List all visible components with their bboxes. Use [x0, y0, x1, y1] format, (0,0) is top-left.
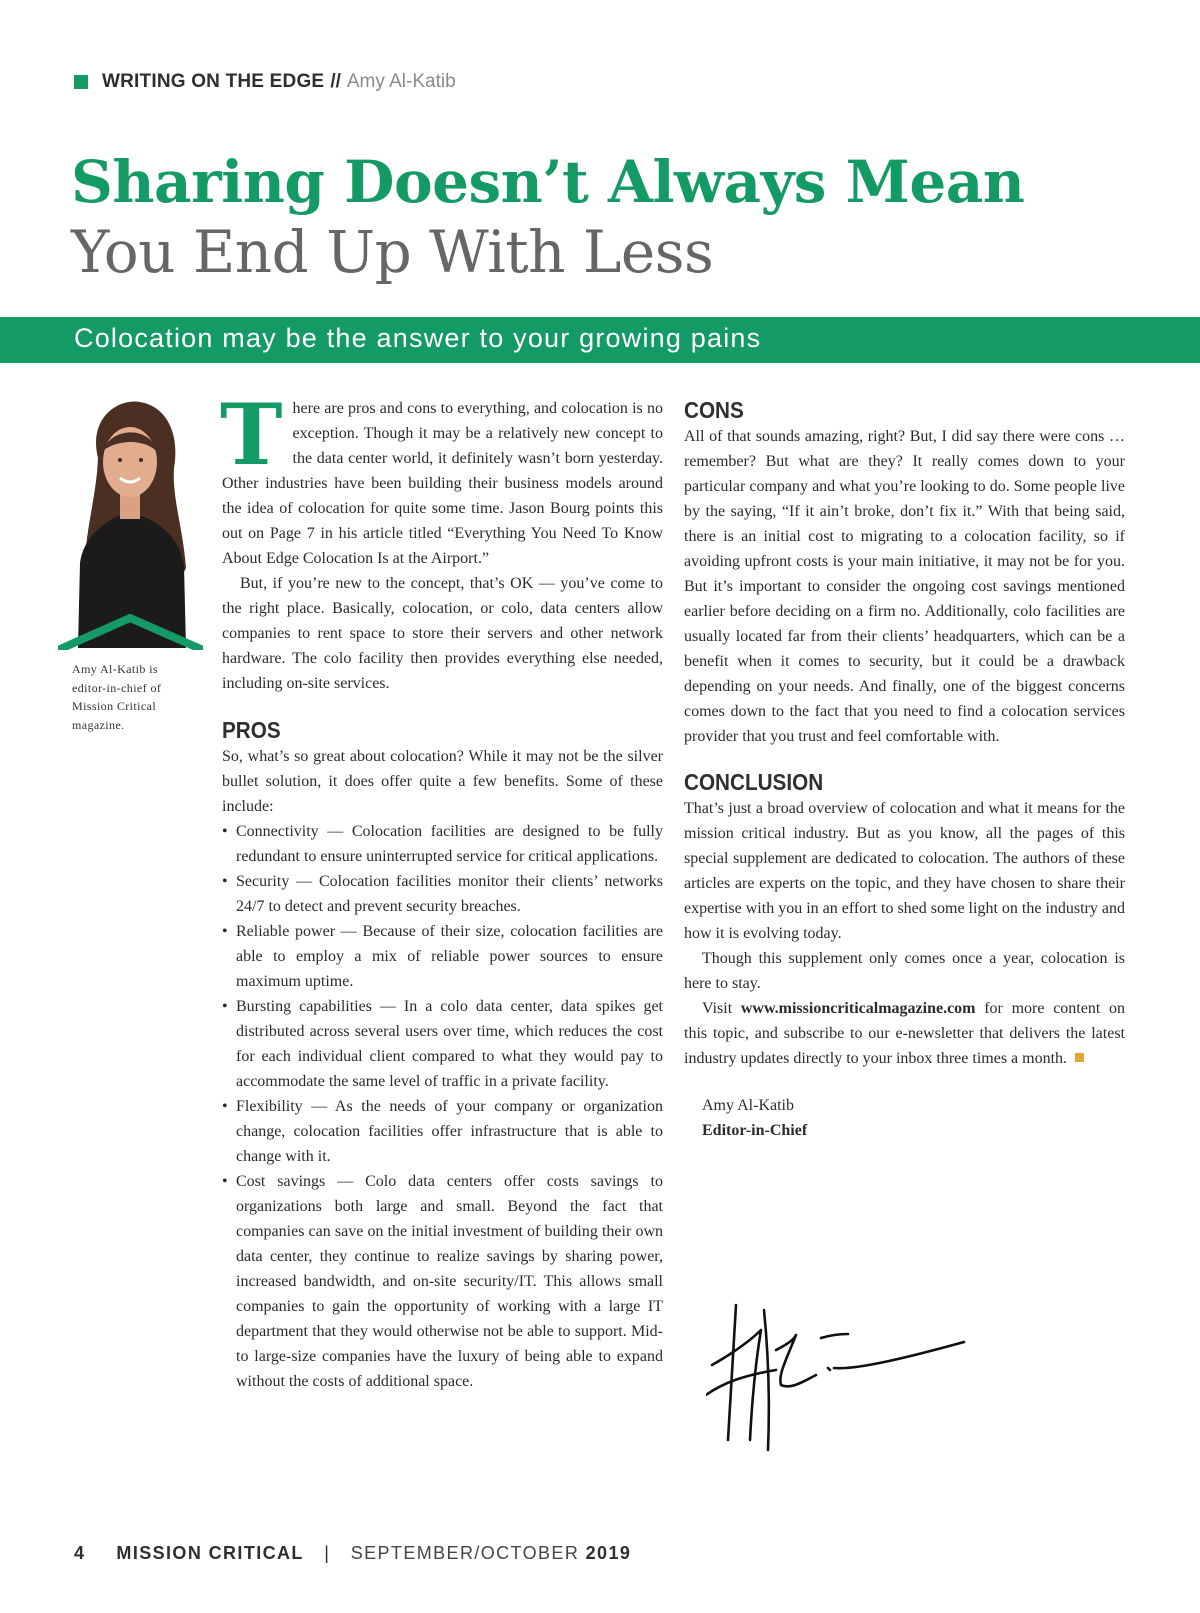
author-photo	[58, 398, 203, 650]
pros-heading: PROS	[222, 717, 281, 743]
article-column-right	[684, 396, 1125, 1143]
conclusion-paragraph-1: That’s just a broad overview of colocation and what it means for the mission critical industry. But as you know, all the pages of this special supplement are dedicated to colocation. The authors of these articles are experts on the topic, and they have chosen to share their expertise with you in an effort to shed some light on the industry and how it is evolving today.	[684, 800, 1125, 942]
end-mark-icon	[1075, 1053, 1084, 1062]
magazine-name: MISSION CRITICAL	[116, 1543, 304, 1563]
conclusion-heading: CONCLUSION	[684, 769, 824, 795]
subhead-text: Colocation may be the answer to your growing pains	[74, 323, 762, 353]
author-caption: Amy Al-Katib is editor-in-chief of Mission Critical magazine.	[72, 662, 162, 732]
page-footer	[74, 1543, 631, 1564]
list-item: • Security — Colocation facilities monitor their clients’ networks 24/7 to detect and prevent security breaches.	[222, 869, 663, 919]
list-item: • Connectivity — Colocation facilities are designed to be fully redundant to ensure uninterrupted service for critical applications.	[222, 819, 663, 869]
issue-date: SEPTEMBER/OCTOBER	[350, 1543, 580, 1563]
article-column-left	[220, 385, 663, 1394]
footer-divider: |	[324, 1543, 331, 1563]
kicker-author: Amy Al-Katib	[346, 71, 456, 92]
intro-paragraph-2: But, if you’re new to the concept, that’s OK — you’ve come to the right place. Basically, colocation, or colo, data centers allow companies to rent space to store their servers and other network hardware. The colo facility then provides everything else needed, including on-site services.	[222, 575, 663, 692]
drop-cap: T	[220, 385, 283, 484]
website-link[interactable]: www.missioncriticalmagazine.com	[740, 1000, 976, 1017]
signoff-title: Editor-in-Chief	[702, 1122, 808, 1139]
conclusion-paragraph-2: Though this supplement only comes once a year, colocation is here to stay.	[684, 950, 1125, 992]
signoff	[684, 1093, 1125, 1143]
list-item: • Cost savings — Colo data centers offer costs savings to organizations both large and small. Beyond the fact that companies can save on the initial investment of building their own data center, they continue to realize savings by sharing power, increased bandwidth, and on-site security/IT. This allows small companies to gain the opportunity of working with a large IT department that they would otherwise not be able to support. Mid- to large-size companies have the luxury of being able to expand without the costs of additional space.	[222, 1169, 663, 1394]
page-number: 4	[74, 1543, 85, 1563]
headline-line-1: Sharing Doesn’t Always Mean	[71, 148, 1025, 216]
list-item: • Flexibility — As the needs of your company or organization change, colocation facilities offer infrastructure that is able to change with it.	[222, 1094, 663, 1169]
headline-line-2: You End Up With Less	[71, 218, 714, 286]
visit-text: Visit	[702, 1000, 741, 1017]
subhead-banner	[0, 317, 1200, 363]
signoff-name: Amy Al-Katib	[702, 1097, 794, 1114]
kicker-square-icon	[74, 75, 88, 89]
section-kicker	[74, 71, 456, 93]
pros-intro: So, what’s so great about colocation? While it may not be the silver bullet solution, it does offer quite a few benefits. Some of these include:	[222, 748, 663, 815]
list-item: • Reliable power — Because of their size, colocation facilities are able to employ a mix of reliable power sources to ensure maximum uptime.	[222, 919, 663, 994]
list-item: • Bursting capabilities — In a colo data center, data spikes get distributed across several users over time, which reduces the cost for each individual client compared to what they would pay to accommodate the same level of traffic in a private facility.	[222, 994, 663, 1094]
intro-text: here are pros and cons to everything, and colocation is no exception. Though it may be a relatively new concept to the data center world, it definitely wasn’t born yesterday. Other industries have been building their business models around the idea of colocation for quite some time. Jason Bourg points this out on Page 7 in his article titled “Everything You Need To Know About Edge Colocation Is at the Airport.”	[222, 400, 663, 567]
issue-year: 2019	[585, 1543, 632, 1563]
intro-paragraph	[220, 385, 663, 571]
cons-text: All of that sounds amazing, right? But, I did say there were cons … remember? But what are they? It really comes down to your particular company and what you’re looking to do. Some people live by the saying, “If it ain’t broke, don’t fix it.” With that being said, there is an initial cost to migrating to a colocation facility, so if avoiding upfront costs is your main initiative, it may not be for you. But it’s important to consider the ongoing cost savings mentioned earlier before deciding on a firm no. Additionally, colo facilities are usually located far from their clients’ headquarters, which can be a benefit when it comes to security, but it could be a drawback depending on your needs. And finally, one of the biggest concerns comes down to the fact that you need to find a colocation services provider that you trust and feel comfortable with.	[684, 428, 1125, 745]
conclusion-paragraph-3	[684, 996, 1125, 1071]
visit-text-end: for more content on this topic, and subscribe to our e-newsletter that delivers the latest industry updates directly to your inbox three times a month.	[684, 1000, 1125, 1067]
cons-heading: CONS	[684, 397, 744, 423]
pros-list	[222, 819, 663, 1394]
handwritten-signature	[706, 1290, 966, 1455]
section-name: WRITING ON THE EDGE	[102, 71, 325, 92]
kicker-separator: //	[330, 71, 341, 92]
